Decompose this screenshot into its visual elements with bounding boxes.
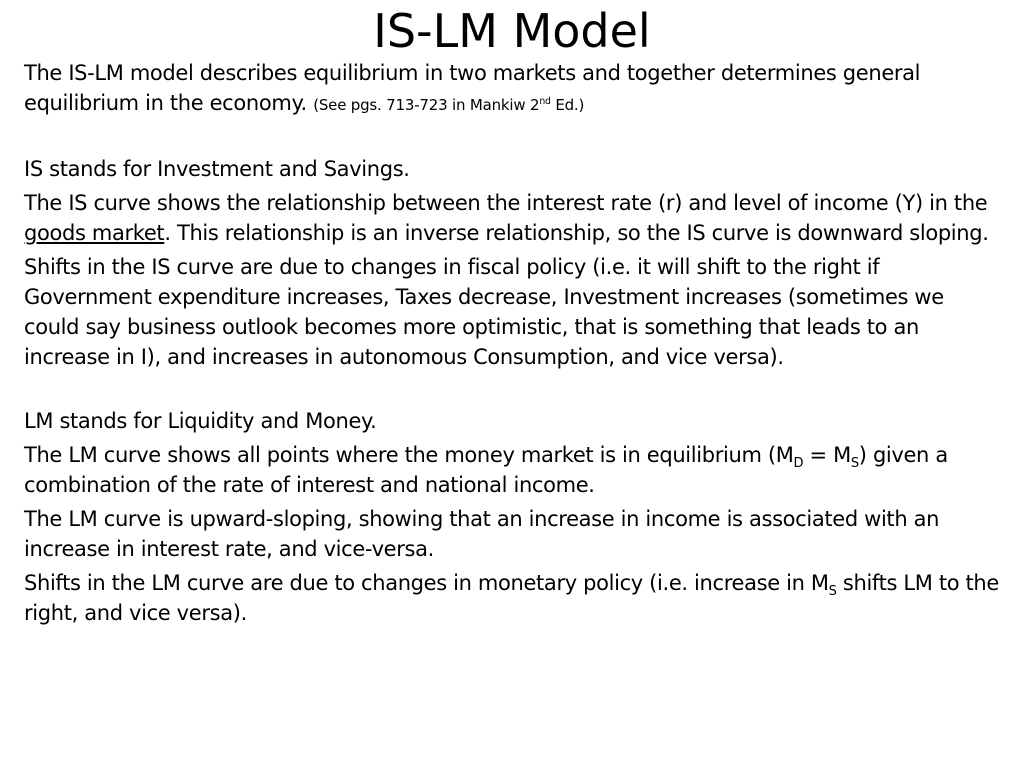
lm-heading: LM stands for Liquidity and Money.: [24, 409, 377, 433]
reference-open: (See pgs. 713-723 in Mankiw 2: [313, 96, 540, 114]
reference-note: [313, 96, 584, 114]
is-curve-text-2: . This relationship is an inverse relationship, so the IS curve is downward sloping.: [164, 221, 989, 245]
lm-slope-paragraph: The LM curve is upward-sloping, showing that an increase in income is associated with an increase in interest rate, and vice-versa.: [24, 507, 940, 561]
reference-close: Ed.): [550, 96, 585, 114]
intro-text: The IS-LM model describes equilibrium in two markets and together determines general equilibrium in the economy.: [24, 61, 921, 115]
lm-shifts-text-1: Shifts in the LM curve are due to changes in monetary policy (i.e. increase in M: [24, 571, 829, 595]
lm-shifts-paragraph: [24, 568, 1004, 628]
subscript-s: S: [850, 456, 859, 472]
is-shifts-paragraph: Shifts in the IS curve are due to changes in fiscal policy (i.e. it will shift to the right if Government expenditure increases, Taxes decrease, Investment increases (sometimes we could say business outlook becomes more optimistic, that is something that leads to an increase in I), and increases in autonomous Consumption, and vice versa).: [24, 255, 944, 369]
subscript-s: S: [828, 584, 837, 600]
reference-superscript: nd: [539, 96, 551, 107]
slide-title: IS-LM Model: [373, 4, 651, 58]
lm-curve-text-3: ) given a combination of the rate of interest and national income.: [24, 443, 948, 497]
lm-curve-paragraph: [24, 440, 1004, 500]
lm-shifts-text-2: shifts LM to the right, and vice versa).: [24, 571, 999, 625]
spacer: [24, 124, 1004, 154]
lm-curve-text-1: The LM curve shows all points where the money market is in equilibrium (M: [24, 443, 794, 467]
subscript-d: D: [793, 456, 804, 472]
is-curve-paragraph: [24, 188, 1004, 248]
is-curve-text-1: The IS curve shows the relationship between the interest rate (r) and level of income (Y) in the: [24, 191, 988, 215]
lm-curve-text-2: = M: [803, 443, 851, 467]
intro-paragraph: [24, 58, 1004, 120]
spacer: [24, 376, 1004, 406]
goods-market-term: goods market: [24, 221, 165, 245]
is-heading: IS stands for Investment and Savings.: [24, 157, 410, 181]
slide-body: [24, 58, 1004, 632]
